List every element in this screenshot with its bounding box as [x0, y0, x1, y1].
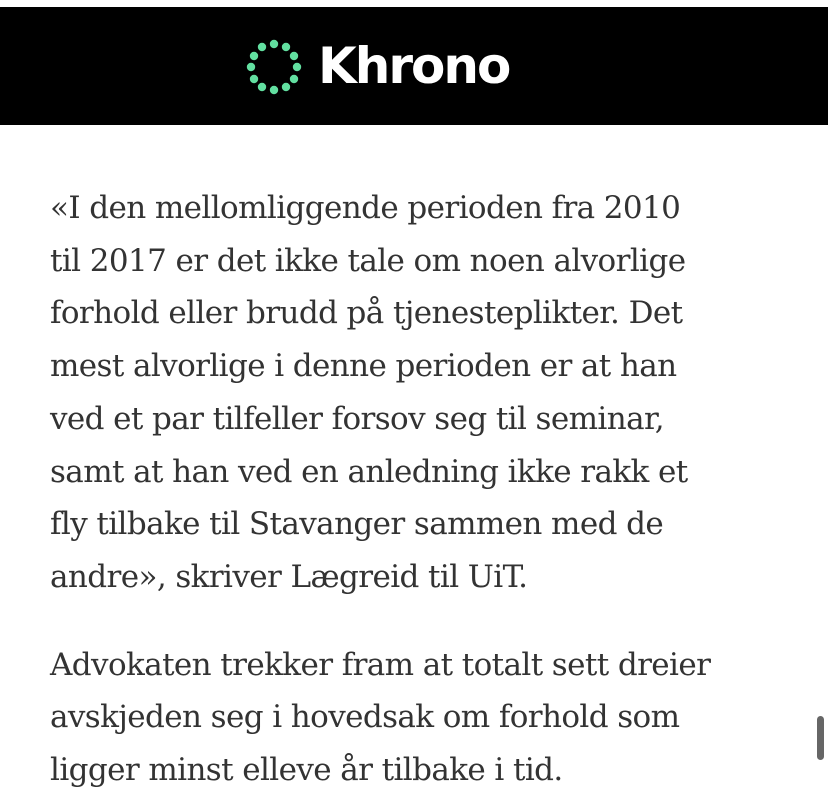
paragraph-line: avskjeden seg i hovedsak om forhold som [50, 699, 680, 736]
paragraph-line: til 2017 er det ikke tale om noen alvorlige [50, 242, 686, 279]
article-paragraph [50, 639, 790, 797]
article-body [50, 182, 790, 797]
paragraph-line: ved et par tilfeller forsov seg til seminar, [50, 400, 665, 437]
header-top-border [0, 0, 828, 7]
brand-name: Khrono [318, 37, 510, 95]
paragraph-line: ligger minst elleve år tilbake i tid. [50, 752, 563, 789]
paragraph-line: Advokaten trekker fram at totalt sett dreier [50, 646, 711, 683]
paragraph-line: fly tilbake til Stavanger sammen med de [50, 506, 664, 543]
paragraph-line: «I den mellomliggende perioden fra 2010 [50, 190, 681, 226]
paragraph-line: samt at han ved en anledning ikke rakk et [50, 453, 688, 490]
paragraph-line: mest alvorlige i denne perioden er at han [50, 348, 677, 385]
dotted-circle-icon [244, 37, 304, 97]
khrono-logo-link[interactable] [244, 36, 544, 100]
paragraph-line: andre», skriver Lægreid til UiT. [50, 558, 528, 595]
vertical-scrollbar[interactable] [817, 716, 824, 760]
site-header [0, 0, 828, 125]
paragraph-line: forhold eller brudd på tjenesteplikter. Det [50, 295, 683, 332]
quote-paragraph [50, 182, 790, 604]
